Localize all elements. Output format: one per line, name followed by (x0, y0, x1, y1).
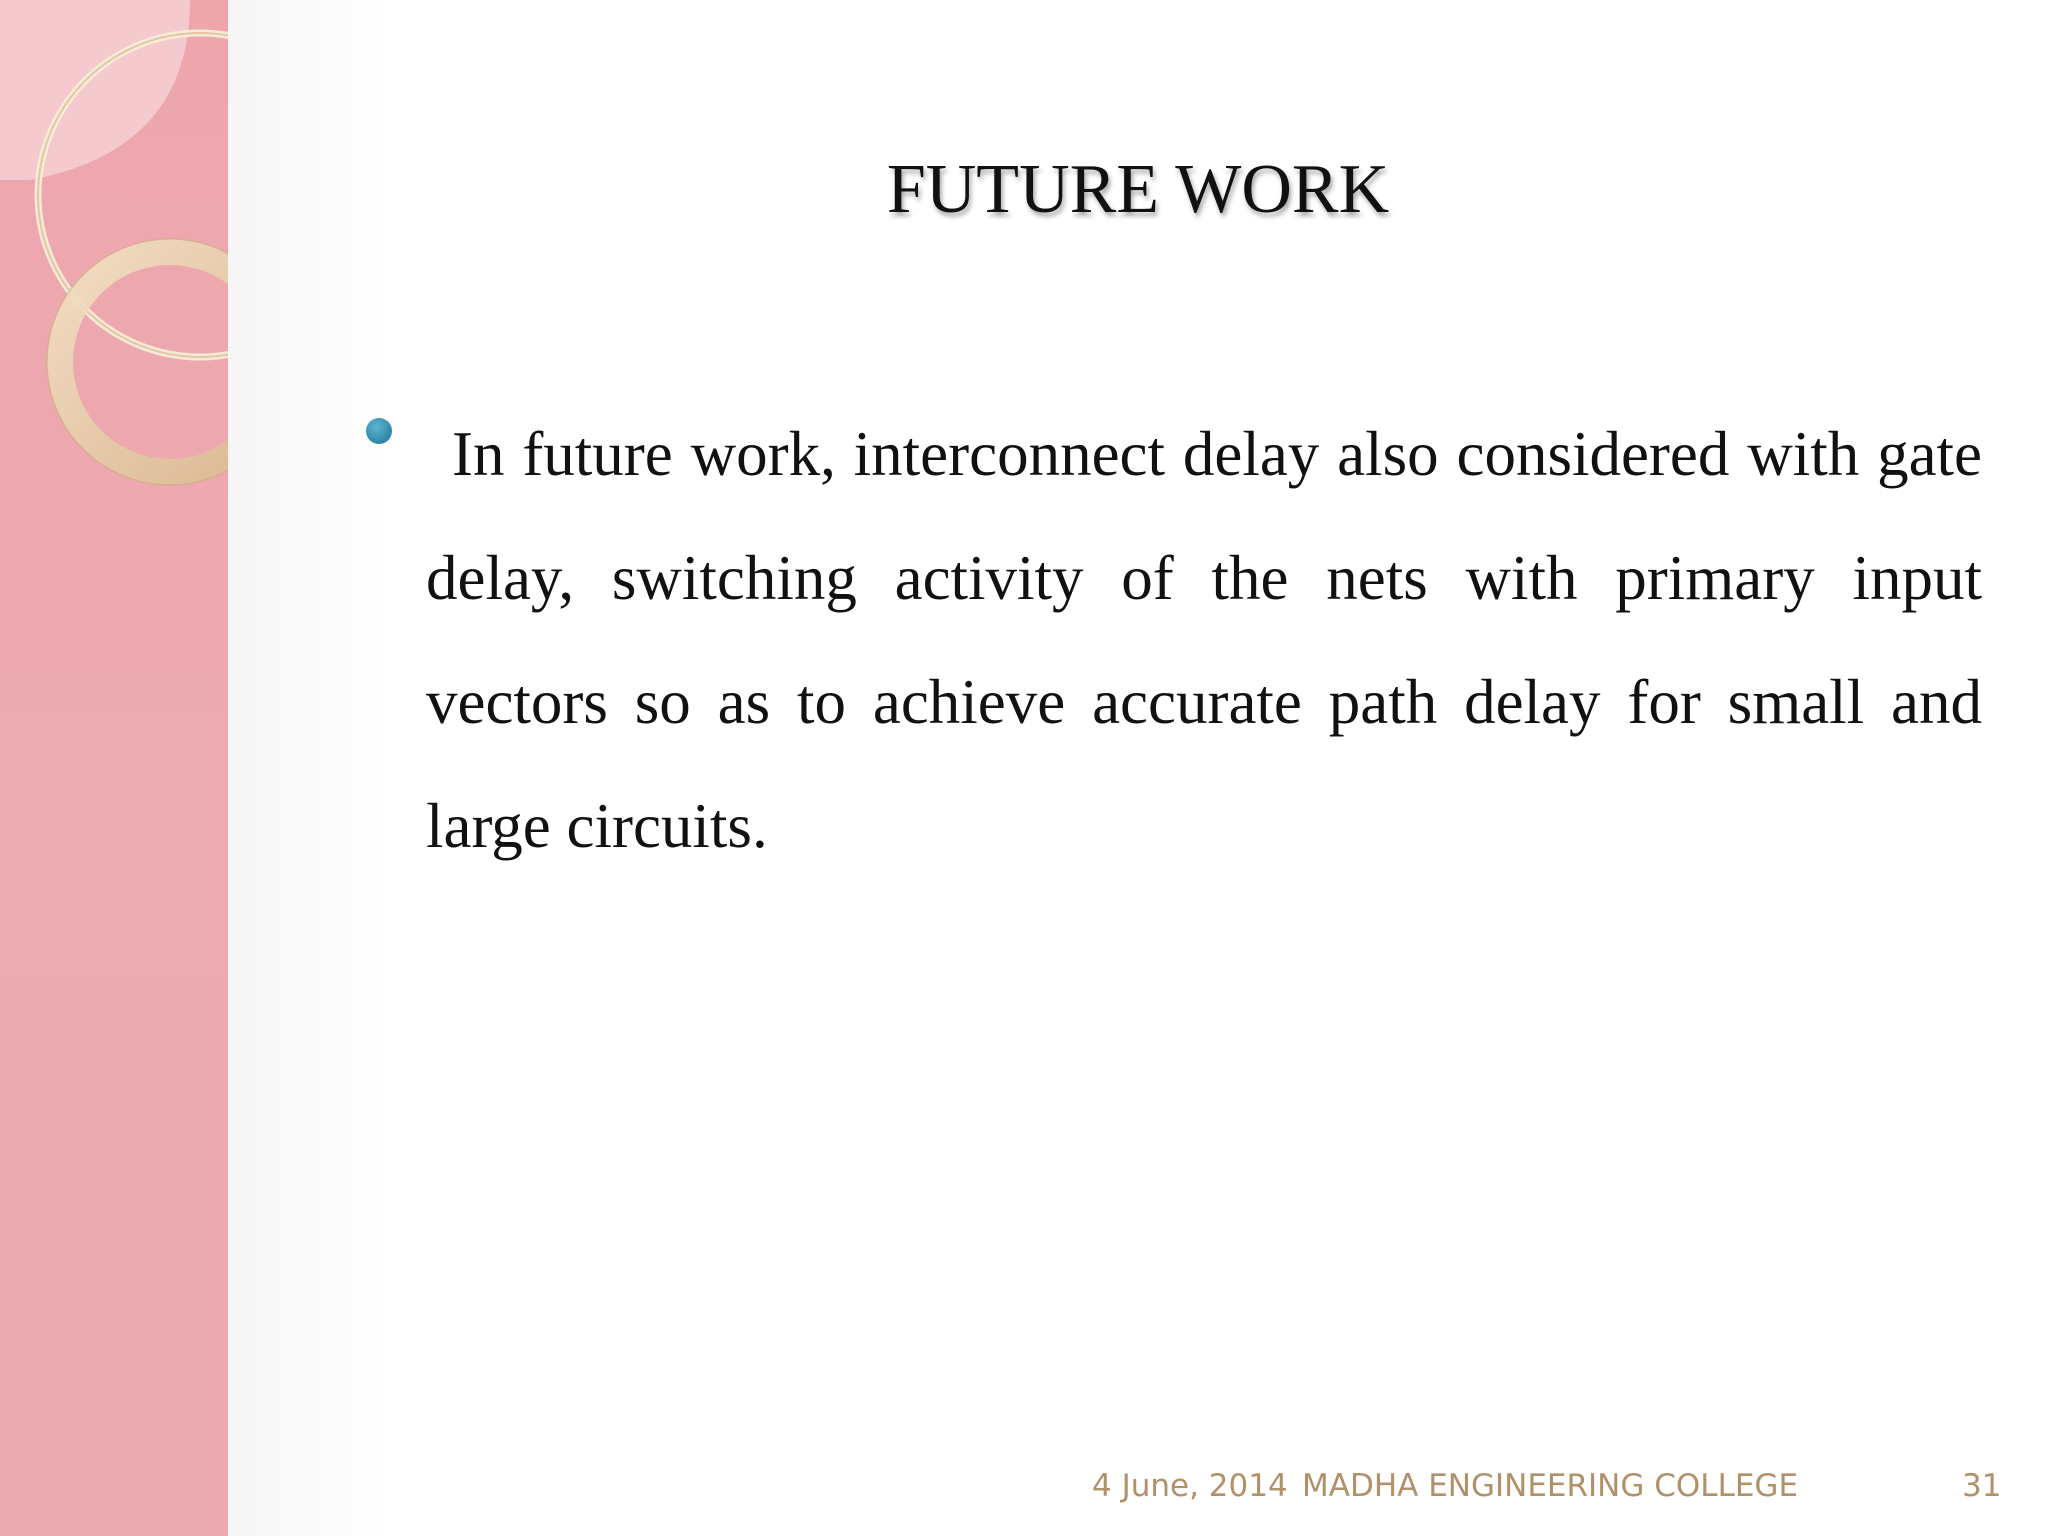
sidebar-fade (228, 0, 388, 1536)
decorative-rings-icon (0, 0, 228, 520)
page-number: 31 (1962, 1468, 2002, 1504)
footer-organization: MADHA ENGINEERING COLLEGE (1302, 1468, 1799, 1504)
footer-date: 4 June, 2014 (1092, 1468, 1288, 1504)
bullet-dot-icon (366, 418, 392, 444)
bullet-list (426, 392, 1982, 888)
bullet-text: In future work, interconnect delay also considered with gate delay, switching activity of the nets with primary input vectors so as to achieve accurate path delay for small and large circuits. (426, 419, 1982, 861)
slide-title: FUTURE WORK (886, 151, 1390, 228)
